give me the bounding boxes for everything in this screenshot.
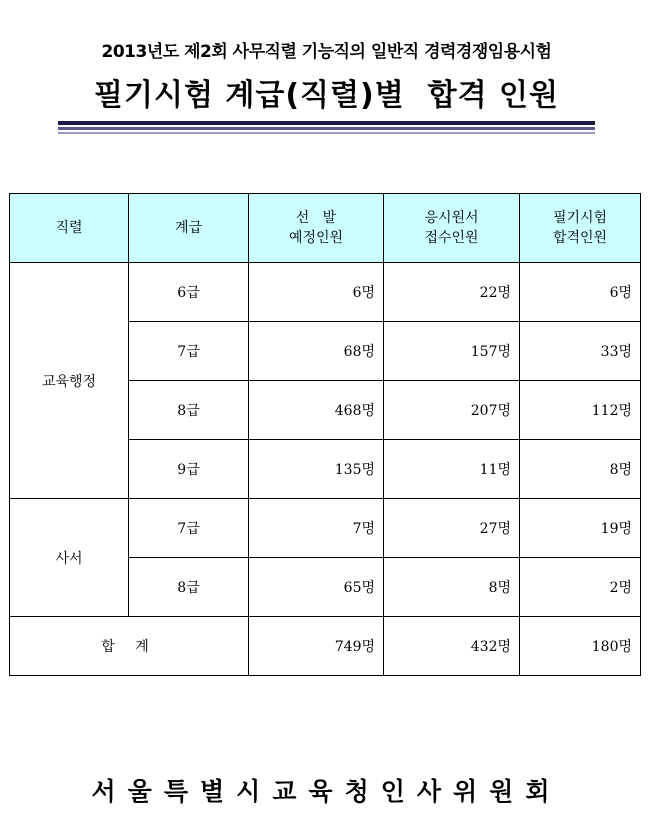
header-passed-line2: 합격인원 (552, 230, 608, 246)
document-title: 필기시험 계급(직렬)별 합격 인원 (94, 78, 559, 113)
passed-cell: 33명 (520, 322, 641, 381)
header-series: 직렬 (10, 194, 129, 263)
passed-cell: 8명 (520, 440, 641, 499)
planned-cell: 135명 (249, 440, 384, 499)
header-planned (249, 194, 384, 263)
results-table (9, 193, 641, 676)
planned-cell: 6명 (249, 263, 384, 322)
planned-cell: 68명 (249, 322, 384, 381)
applied-cell: 22명 (384, 263, 520, 322)
header-planned-line2: 예정인원 (288, 230, 344, 246)
total-label: 합 계 (10, 617, 249, 676)
title-underline-thin (58, 132, 595, 134)
header-applied-line1: 응시원서 (424, 210, 479, 226)
passed-cell: 6명 (520, 263, 641, 322)
passed-cell: 19명 (520, 499, 641, 558)
grade-cell: 9급 (129, 440, 249, 499)
passed-cell: 2명 (520, 558, 641, 617)
planned-cell: 7명 (249, 499, 384, 558)
applied-cell: 11명 (384, 440, 520, 499)
applied-cell: 8명 (384, 558, 520, 617)
passed-cell: 112명 (520, 381, 641, 440)
total-applied: 432명 (384, 617, 520, 676)
applied-cell: 27명 (384, 499, 520, 558)
header-planned-line1: 선 발 (295, 210, 337, 226)
planned-cell: 468명 (249, 381, 384, 440)
planned-cell: 65명 (249, 558, 384, 617)
applied-cell: 207명 (384, 381, 520, 440)
grade-cell: 8급 (129, 558, 249, 617)
series-cell: 사서 (10, 499, 129, 617)
grade-cell: 8급 (129, 381, 249, 440)
grade-cell: 6급 (129, 263, 249, 322)
header-passed-line1: 필기시험 (552, 210, 608, 226)
header-applied-line2: 접수인원 (424, 230, 479, 246)
document-subtitle: 2013년도 제2회 사무직렬 기능직의 일반직 경력경쟁임용시험 (101, 42, 552, 62)
header-passed (520, 194, 641, 263)
total-planned: 749명 (249, 617, 384, 676)
header-grade: 계급 (129, 194, 249, 263)
grade-cell: 7급 (129, 499, 249, 558)
title-underline-thick (58, 121, 595, 125)
grade-cell: 7급 (129, 322, 249, 381)
applied-cell: 157명 (384, 322, 520, 381)
header-applied (384, 194, 520, 263)
table-row (10, 263, 641, 322)
table-header-row (10, 194, 641, 263)
total-passed: 180명 (520, 617, 641, 676)
series-cell: 교육행정 (10, 263, 129, 499)
table-total-row (10, 617, 641, 676)
table-row (10, 499, 641, 558)
issuer-name: 서울특별시교육청인사위원회 (91, 777, 562, 806)
title-underline-medium (58, 127, 595, 130)
